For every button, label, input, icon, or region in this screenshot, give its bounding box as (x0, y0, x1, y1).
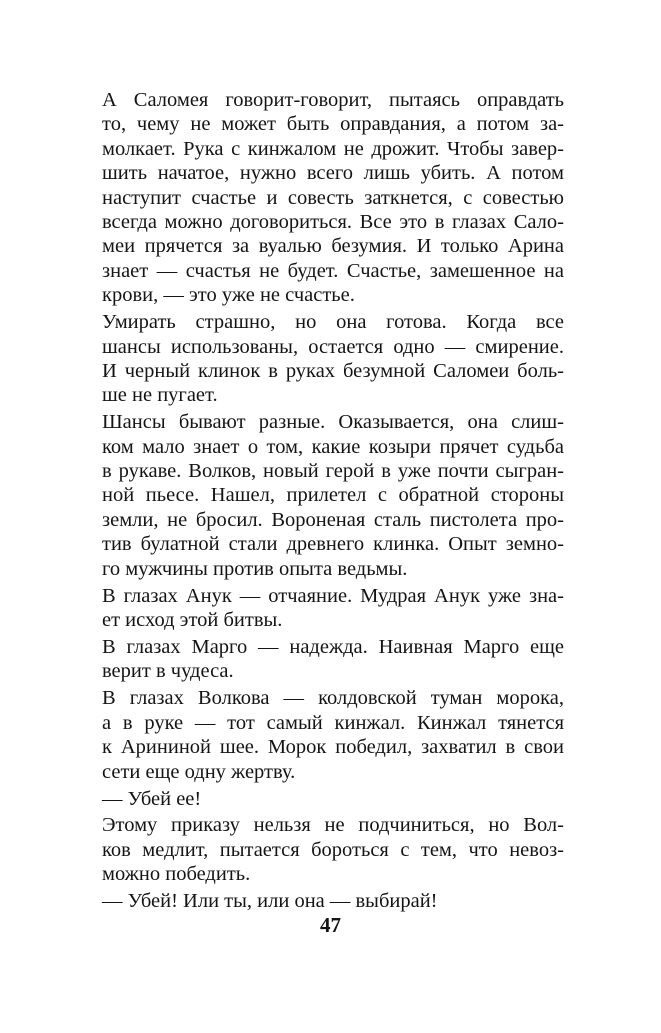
text-line: И черный клинок в руках безумной Саломеи боль- (102, 359, 564, 382)
text-line: наступит счастье и совесть заткнется, с совестью (102, 186, 564, 209)
paragraph (102, 410, 564, 581)
text-line: меи прячется за вуалью безумия. И только Арина (102, 235, 564, 258)
text-line: — Убей! Или ты, или она — выбирай! (102, 890, 438, 913)
paragraph (102, 310, 564, 408)
text-line: а в руке — тот самый кинжал. Кинжал тянется (102, 711, 564, 734)
text-line: В глазах Волкова — колдовской туман морока, (102, 687, 564, 710)
text-line: ше не пугает. (102, 384, 218, 407)
text-line: Этому приказу нельзя не подчиниться, но Вол- (102, 814, 564, 837)
paragraph (102, 635, 564, 684)
text-line: А Саломея говорит-говорит, пытаясь оправдать (102, 89, 564, 111)
text-line: — Убей ее! (102, 787, 202, 810)
text-line: земли, не бросил. Вороненая сталь пистолета про- (102, 508, 564, 531)
text-line: В глазах Марго — надежда. Наивная Марго еще (102, 635, 564, 658)
text-line: Умирать страшно, но она готова. Когда все (102, 311, 564, 334)
text-line: всегда можно договориться. Все это в глазах Сало- (102, 210, 564, 233)
text-line: то, чему не может быть оправдания, а потом за- (102, 113, 564, 136)
page-number: 47 (320, 913, 341, 937)
text-line: молкает. Рука с кинжалом не дрожит. Чтобы завер- (102, 137, 564, 160)
paragraph (102, 88, 564, 308)
text-line: сети еще одну жертву. (102, 760, 296, 783)
text-line: го мужчины против опыта ведьмы. (102, 557, 408, 580)
text-line: тив булатной стали древнего клинка. Опыт земно- (102, 533, 564, 556)
text-line: ет исход этой битвы. (102, 608, 283, 631)
paragraph (102, 584, 564, 633)
text-line: верит в чудеса. (102, 660, 234, 683)
text-line: В глазах Анук — отчаяние. Мудрая Анук уже зна- (102, 584, 564, 607)
text-line: в рукаве. Волков, новый герой в уже почти сыгран- (102, 460, 564, 483)
body-text (102, 88, 564, 916)
paragraph (102, 787, 564, 811)
text-line: ной пьесе. Нашел, прилетел с обратной стороны (102, 484, 564, 507)
text-line: можно победить. (102, 863, 251, 886)
paragraph (102, 813, 564, 886)
text-line: шить начатое, нужно всего лишь убить. А потом (102, 162, 564, 185)
paragraph (102, 889, 564, 913)
text-line: крови, — это уже не счастье. (102, 284, 355, 307)
text-line: к Арининой шее. Морок победил, захватил в свои (102, 736, 564, 759)
paragraph (102, 686, 564, 784)
text-line: ком мало знает о том, какие козыри прячет судьба (102, 435, 564, 458)
text-line: Шансы бывают разные. Оказывается, она слиш- (102, 411, 564, 434)
text-line: ков медлит, пытается бороться с тем, что невоз- (102, 838, 564, 861)
text-line: знает — счастья не будет. Счастье, замешенное на (102, 259, 564, 282)
text-line: шансы использованы, остается одно — смирение. (102, 335, 564, 358)
